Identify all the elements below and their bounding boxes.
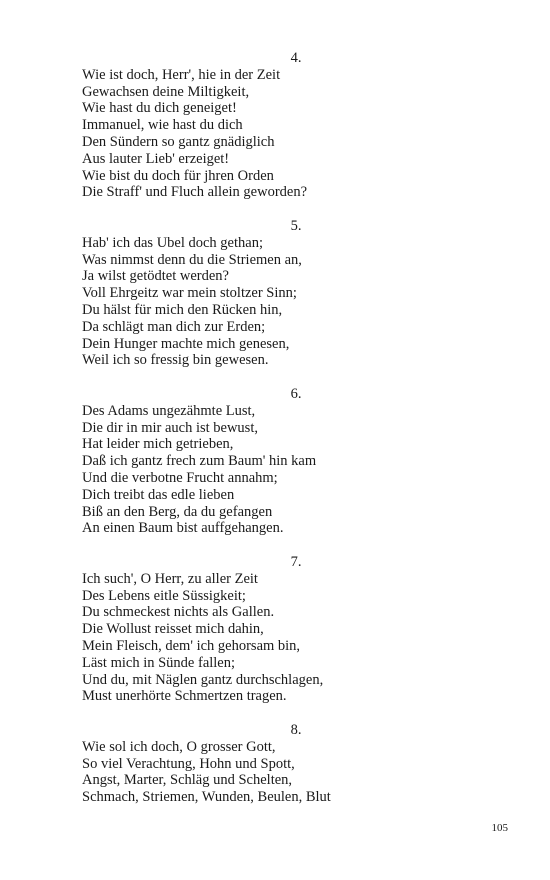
verse-line: Must unerhörte Schmertzen tragen. bbox=[82, 688, 287, 705]
stanza-number: 4. bbox=[290, 50, 302, 66]
verse-line: Läst mich in Sünde fallen; bbox=[82, 654, 236, 671]
verse-line: Ja wilst getödtet werden? bbox=[82, 268, 229, 285]
verse-line: Die Straff' und Fluch allein geworden? bbox=[82, 184, 308, 201]
verse-line: Ich such', O Herr, zu aller Zeit bbox=[82, 570, 258, 587]
verse-line: Du schmeckest nichts als Gallen. bbox=[82, 604, 275, 621]
stanza-8 bbox=[82, 722, 502, 806]
stanza-7 bbox=[82, 554, 502, 705]
verse-line: So viel Verachtung, Hohn und Spott, bbox=[82, 755, 295, 772]
verse-line: Voll Ehrgeitz war mein stoltzer Sinn; bbox=[82, 285, 297, 302]
verse-line: Den Sündern so gantz gnädiglich bbox=[82, 133, 275, 150]
verse-line: Und du, mit Näglen gantz durchschlagen, bbox=[82, 671, 324, 688]
verse-line: Daß ich gantz frech zum Baum' hin kam bbox=[82, 453, 317, 470]
verse-line: Biß an den Berg, da du gefangen bbox=[82, 503, 273, 520]
verse-line: Mein Fleisch, dem' ich gehorsam bin, bbox=[82, 637, 301, 654]
verse-line: Schmach, Striemen, Wunden, Beulen, Blut bbox=[82, 789, 331, 806]
verse-line: Angst, Marter, Schläg und Schelten, bbox=[82, 772, 293, 789]
verse-line: Die dir in mir auch ist bewust, bbox=[82, 419, 258, 436]
verse-line: Hab' ich das Ubel doch gethan; bbox=[82, 234, 263, 251]
verse-line: Die Wollust reisset mich dahin, bbox=[82, 621, 264, 638]
verse-line: Des Lebens eitle Süssigkeit; bbox=[82, 587, 246, 604]
verse-line: An einen Baum bist auffgehangen. bbox=[82, 520, 284, 537]
verse-line: Weil ich so fressig bin gewesen. bbox=[82, 352, 269, 369]
verse-line: Dich treibt das edle lieben bbox=[82, 486, 235, 503]
stanza-number: 6. bbox=[290, 386, 302, 402]
stanza-6 bbox=[82, 386, 502, 537]
verse-line: Aus lauter Lieb' erzeiget! bbox=[82, 150, 230, 167]
verse-line: Da schlägt man dich zur Erden; bbox=[82, 318, 266, 335]
verse-line: Wie ist doch, Herr', hie in der Zeit bbox=[82, 66, 281, 83]
stanza-number: 5. bbox=[290, 218, 302, 234]
page-number: 105 bbox=[491, 822, 508, 834]
verse-line: Was nimmst denn du die Striemen an, bbox=[82, 251, 302, 268]
verse-line: Wie bist du doch für jhren Orden bbox=[82, 167, 274, 184]
stanza-5 bbox=[82, 218, 502, 369]
verse-line: Und die verbotne Frucht annahm; bbox=[82, 469, 278, 486]
stanza-4 bbox=[82, 50, 502, 201]
stanza-number: 8. bbox=[290, 722, 302, 738]
verse-line: Immanuel, wie hast du dich bbox=[82, 117, 243, 134]
stanza-number: 7. bbox=[290, 554, 302, 570]
verse-line: Wie hast du dich geneiget! bbox=[82, 100, 237, 117]
verse-line: Wie sol ich doch, O grosser Gott, bbox=[82, 738, 276, 755]
verse-line: Gewachsen deine Miltigkeit, bbox=[82, 83, 250, 100]
verse-line: Dein Hunger machte mich genesen, bbox=[82, 335, 290, 352]
verse-line: Hat leider mich getrieben, bbox=[82, 436, 234, 453]
verse-line: Du hälst für mich den Rücken hin, bbox=[82, 301, 283, 318]
verse-line: Des Adams ungezähmte Lust, bbox=[82, 402, 256, 419]
